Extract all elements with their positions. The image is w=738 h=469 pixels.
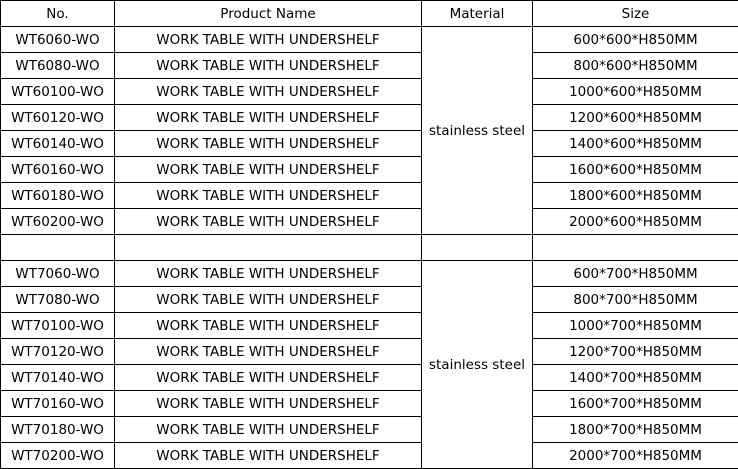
cell-size: 600*600*H850MM (533, 27, 738, 53)
cell-size: 1000*700*H850MM (533, 313, 738, 339)
cell-no: WT7060-WO (1, 261, 115, 287)
table-row (1, 287, 738, 313)
header-material: Material (422, 1, 533, 27)
cell-product-name: WORK TABLE WITH UNDERSHELF (115, 79, 422, 105)
cell-size: 1600*600*H850MM (533, 157, 738, 183)
header-no: No. (1, 1, 115, 27)
table-row (1, 339, 738, 365)
table-row (1, 105, 738, 131)
cell-size: 1200*700*H850MM (533, 339, 738, 365)
cell-no: WT70160-WO (1, 391, 115, 417)
cell-no: WT70200-WO (1, 443, 115, 469)
cell-size: 1000*600*H850MM (533, 79, 738, 105)
cell-product-name: WORK TABLE WITH UNDERSHELF (115, 183, 422, 209)
table-row (1, 157, 738, 183)
cell-size: 2000*600*H850MM (533, 209, 738, 235)
cell-no: WT70180-WO (1, 417, 115, 443)
cell-product-name: WORK TABLE WITH UNDERSHELF (115, 209, 422, 235)
cell-product-name: WORK TABLE WITH UNDERSHELF (115, 365, 422, 391)
table-row (1, 365, 738, 391)
cell-material: stainless steel (422, 261, 533, 469)
cell-product-name: WORK TABLE WITH UNDERSHELF (115, 443, 422, 469)
cell-size: 1600*700*H850MM (533, 391, 738, 417)
cell-size: 1200*600*H850MM (533, 105, 738, 131)
cell-size: 600*700*H850MM (533, 261, 738, 287)
table-row (1, 443, 738, 469)
cell-product-name: WORK TABLE WITH UNDERSHELF (115, 157, 422, 183)
table-row (1, 209, 738, 235)
cell-size: 2000*700*H850MM (533, 443, 738, 469)
cell-no: WT60160-WO (1, 157, 115, 183)
empty-separator-row (1, 235, 738, 261)
cell-no: WT60200-WO (1, 209, 115, 235)
cell-product-name: WORK TABLE WITH UNDERSHELF (115, 287, 422, 313)
cell-product-name: WORK TABLE WITH UNDERSHELF (115, 53, 422, 79)
cell-product-name: WORK TABLE WITH UNDERSHELF (115, 313, 422, 339)
cell-no: WT6080-WO (1, 53, 115, 79)
cell-no: WT60100-WO (1, 79, 115, 105)
table-row (1, 391, 738, 417)
header-size: Size (533, 1, 738, 27)
empty-cell (115, 235, 422, 261)
cell-product-name: WORK TABLE WITH UNDERSHELF (115, 261, 422, 287)
cell-size: 1800*600*H850MM (533, 183, 738, 209)
header-product-name: Product Name (115, 1, 422, 27)
cell-size: 800*700*H850MM (533, 287, 738, 313)
table-row (1, 79, 738, 105)
table-row (1, 417, 738, 443)
cell-product-name: WORK TABLE WITH UNDERSHELF (115, 27, 422, 53)
cell-product-name: WORK TABLE WITH UNDERSHELF (115, 105, 422, 131)
table-row (1, 313, 738, 339)
cell-size: 1400*700*H850MM (533, 365, 738, 391)
cell-product-name: WORK TABLE WITH UNDERSHELF (115, 417, 422, 443)
cell-no: WT60180-WO (1, 183, 115, 209)
cell-no: WT70120-WO (1, 339, 115, 365)
cell-product-name: WORK TABLE WITH UNDERSHELF (115, 339, 422, 365)
table-row (1, 261, 738, 287)
header-row (1, 1, 738, 27)
empty-cell (533, 235, 738, 261)
table-row (1, 53, 738, 79)
cell-no: WT60120-WO (1, 105, 115, 131)
cell-no: WT6060-WO (1, 27, 115, 53)
table-row (1, 131, 738, 157)
empty-cell (422, 235, 533, 261)
cell-size: 800*600*H850MM (533, 53, 738, 79)
cell-no: WT60140-WO (1, 131, 115, 157)
cell-no: WT70100-WO (1, 313, 115, 339)
cell-product-name: WORK TABLE WITH UNDERSHELF (115, 391, 422, 417)
table-row (1, 183, 738, 209)
empty-cell (1, 235, 115, 261)
table-row (1, 27, 738, 53)
cell-no: WT70140-WO (1, 365, 115, 391)
cell-material: stainless steel (422, 27, 533, 235)
cell-size: 1800*700*H850MM (533, 417, 738, 443)
cell-size: 1400*600*H850MM (533, 131, 738, 157)
cell-no: WT7080-WO (1, 287, 115, 313)
cell-product-name: WORK TABLE WITH UNDERSHELF (115, 131, 422, 157)
